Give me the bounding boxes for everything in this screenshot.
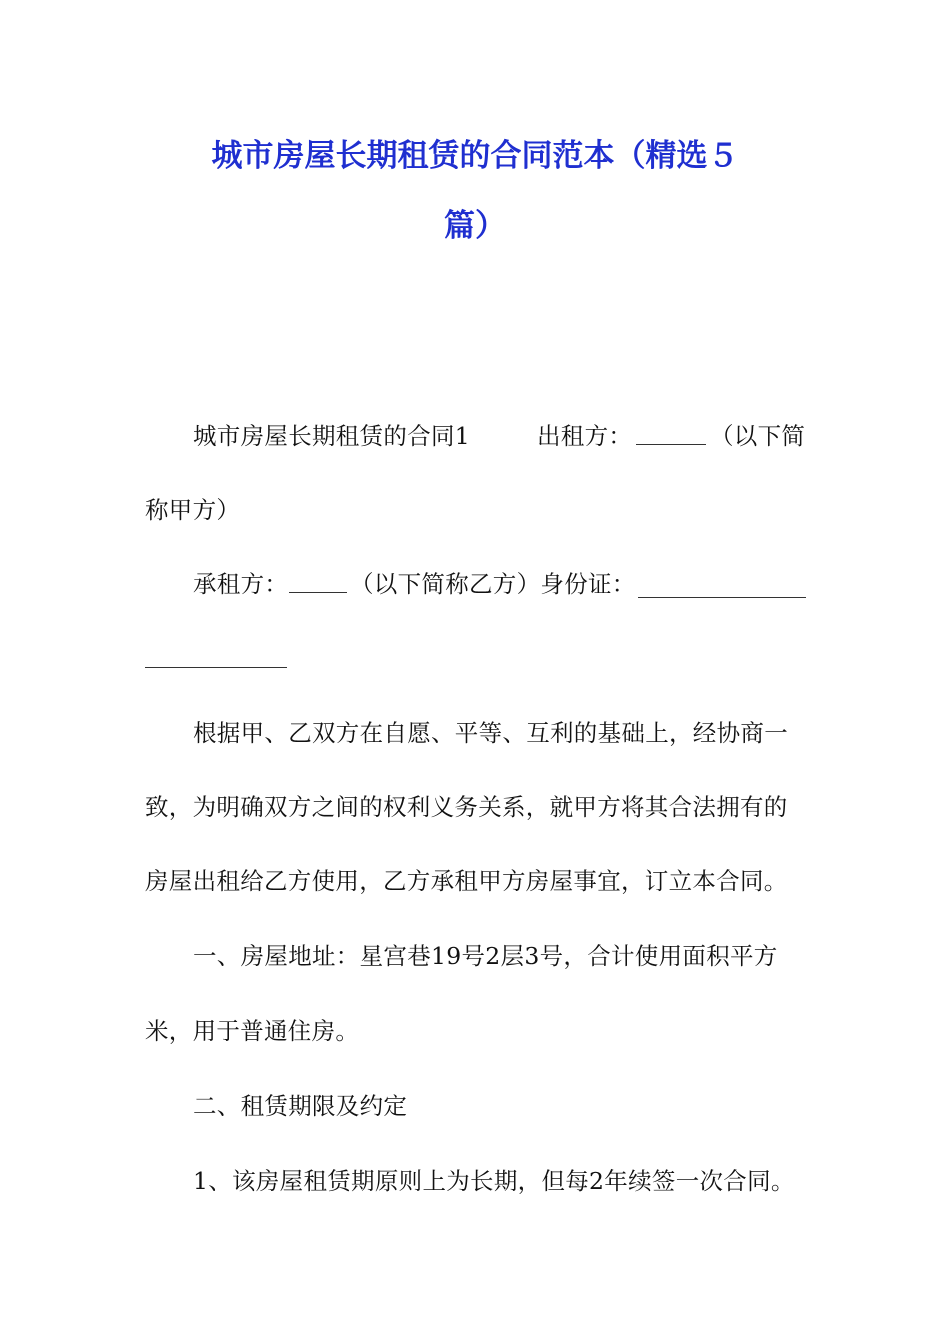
para-basis-line-1: 根据甲、乙双方在自愿、平等、互利的基础上，经协商一 xyxy=(193,719,788,747)
lessee-note: （以下简称乙方）身份证： xyxy=(350,570,636,598)
id-card-blank-2 xyxy=(145,667,287,668)
lessor-note: （以下简 xyxy=(710,422,806,450)
clause-2-heading: 二、租赁期限及约定 xyxy=(193,1092,408,1120)
para-basis-line-3: 房屋出租给乙方使用，乙方承租甲方房屋事宜，订立本合同。 xyxy=(145,867,788,895)
clause-2-item-1: 1、该房屋租赁期原则上为长期，但每2年续签一次合同。 xyxy=(193,1167,795,1195)
id-card-blank-1 xyxy=(638,597,806,598)
lessor-note-cont: 称甲方） xyxy=(145,496,241,524)
clause-1-line-1: 一、房屋地址：星宫巷19号2层3号，合计使用面积平方 xyxy=(193,942,778,970)
document-title-line-1: 城市房屋长期租赁的合同范本（精选５ xyxy=(211,138,739,174)
lessee-label: 承租方： xyxy=(193,570,289,598)
clause-1-line-2: 米，用于普通住房。 xyxy=(145,1017,360,1045)
lessor-blank xyxy=(636,444,706,445)
document-title-line-2: 篇） xyxy=(444,208,506,244)
lessor-label: 出租方： xyxy=(537,422,633,450)
lessee-blank xyxy=(289,592,347,593)
para-basis-line-2: 致，为明确双方之间的权利义务关系，就甲方将其合法拥有的 xyxy=(145,793,788,821)
contract-1-heading: 城市房屋长期租赁的合同1 xyxy=(193,422,471,450)
